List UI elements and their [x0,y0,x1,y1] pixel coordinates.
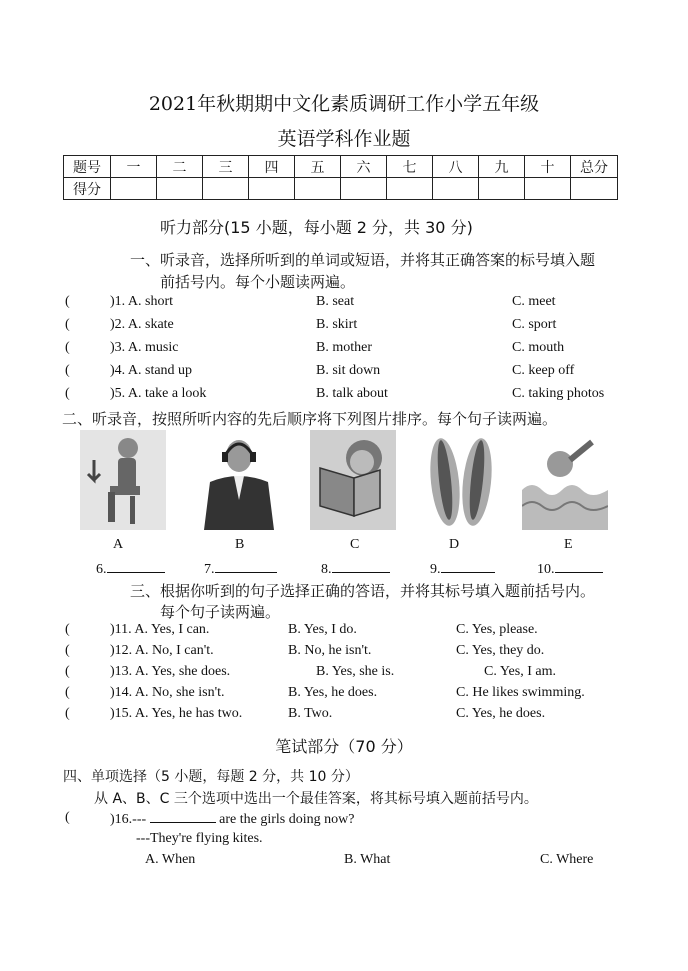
picture-label: D [449,537,460,552]
fill-in-blank[interactable] [150,810,216,823]
question-option-b: B. talk about [316,386,388,401]
picture-label: A [113,537,124,552]
hot-dog-icon [415,430,501,530]
question-16-suffix: are the girls doing now? [219,812,355,827]
question-option-c: C. Yes, please. [456,622,538,637]
question-option-b: B. Yes, I do. [288,622,357,637]
question-option-a: )4. A. stand up [110,363,193,378]
boy-swimming-icon [522,430,608,530]
score-cell: 八 [433,156,479,178]
order-blank[interactable] [204,560,277,578]
question-option-b: B. No, he isn't. [288,643,372,658]
question-option-a: )13. A. Yes, she does. [110,664,231,679]
girl-reading-icon [310,430,396,530]
score-cell: 题号 [64,156,111,178]
order-blank[interactable] [321,560,390,578]
score-cell: 一 [111,156,157,178]
blank-number: 7. [204,562,215,577]
question-option-a: )11. A. Yes, I can. [110,622,210,637]
question-option-a: )5. A. take a look [110,386,207,401]
answer-paren[interactable]: ( [65,810,70,825]
score-cell: 五 [295,156,341,178]
question-16 [110,810,354,828]
question-16-reply: ---They're flying kites. [136,831,263,846]
question-option-c: C. He likes swimming. [456,685,585,700]
answer-paren[interactable]: ( [65,363,70,378]
question-option-a: )3. A. music [110,340,179,355]
score-cell: 九 [479,156,525,178]
question-option-b: B. Yes, she is. [316,664,395,679]
question-option-c: C. taking photos [512,386,605,401]
score-input-cell[interactable] [341,178,387,200]
question-option-b: B. Two. [288,706,333,721]
man-with-headphones-icon [196,430,282,530]
score-table-score-row [64,178,618,200]
writing-heading: 笔试部分（70 分） [275,737,413,756]
part3-instruction-2: 每个句子读两遍。 [160,603,281,621]
question-option-c: C. Yes, he does. [456,706,546,721]
order-blank[interactable] [430,560,495,578]
score-table [63,155,618,200]
score-input-cell[interactable] [203,178,249,200]
part4-instruction: 从 A、B、C 三个选项中选出一个最佳答案，将其标号填入题前括号内。 [94,791,538,807]
question-option-b: B. mother [316,340,372,355]
question-option-a: )12. A. No, I can't. [110,643,214,658]
question-option-c: C. sport [512,317,557,332]
answer-paren[interactable]: ( [65,622,70,637]
answer-paren[interactable]: ( [65,685,70,700]
score-input-cell[interactable] [433,178,479,200]
score-cell: 总分 [571,156,618,178]
score-cell: 三 [203,156,249,178]
listening-heading: 听力部分(15 小题，每小题 2 分，共 30 分) [160,218,473,237]
score-table-header-row [64,156,618,178]
answer-paren[interactable]: ( [65,664,70,679]
score-cell: 二 [157,156,203,178]
question-option-b: B. What [344,852,391,867]
question-option-c: C. Yes, I am. [484,664,556,679]
score-row-label: 得分 [64,178,111,200]
blank-number: 9. [430,562,441,577]
question-option-b: B. sit down [316,363,381,378]
question-option-a: A. When [145,852,196,867]
answer-paren[interactable]: ( [65,386,70,401]
order-blank[interactable] [537,560,603,578]
question-option-b: B. seat [316,294,355,309]
answer-paren[interactable]: ( [65,643,70,658]
score-cell: 七 [387,156,433,178]
picture-label: E [564,537,573,552]
picture-label: C [350,537,360,552]
score-input-cell[interactable] [111,178,157,200]
picture-label: B [235,537,245,552]
question-option-a: )2. A. skate [110,317,174,332]
sitting-man-icon [80,430,166,530]
question-option-b: B. skirt [316,317,358,332]
question-option-c: C. keep off [512,363,575,378]
score-cell: 四 [249,156,295,178]
score-input-cell[interactable] [525,178,571,200]
part1-instruction: 一、听录音，选择所听到的单词或短语，并将其正确答案的标号填入题 [130,251,596,269]
score-input-cell[interactable] [387,178,433,200]
exam-subtitle: 英语学科作业题 [277,128,411,150]
score-input-cell[interactable] [571,178,618,200]
question-option-b: B. Yes, he does. [288,685,378,700]
question-option-a: )1. A. short [110,294,173,309]
score-cell: 十 [525,156,571,178]
order-blank[interactable] [96,560,165,578]
question-option-c: C. Yes, they do. [456,643,545,658]
part2-instruction: 二、听录音，按照所听内容的先后顺序将下列图片排序。每个句子读两遍。 [62,410,558,428]
answer-paren[interactable]: ( [65,340,70,355]
blank-number: 10. [537,562,555,577]
answer-paren[interactable]: ( [65,317,70,332]
question-option-c: C. mouth [512,340,565,355]
part4-title: 四、单项选择（5 小题，每题 2 分，共 10 分） [63,769,359,785]
answer-paren[interactable]: ( [65,706,70,721]
score-input-cell[interactable] [157,178,203,200]
exam-title: 2021年秋期期中文化素质调研工作小学五年级 [148,93,540,115]
question-option-c: C. Where [540,852,594,867]
question-option-c: C. meet [512,294,556,309]
blank-number: 8. [321,562,332,577]
question-option-a: )15. A. Yes, he has two. [110,706,243,721]
answer-paren[interactable]: ( [65,294,70,309]
question-option-a: )14. A. No, she isn't. [110,685,225,700]
score-input-cell[interactable] [479,178,525,200]
score-input-cell[interactable] [249,178,295,200]
question-16-prefix: )16.--- [110,812,147,827]
part1-instruction-2: 前括号内。每个小题读两遍。 [160,273,356,291]
blank-number: 6. [96,562,107,577]
part3-instruction: 三、根据你听到的句子选择正确的答语，并将其标号填入题前括号内。 [130,582,596,600]
score-input-cell[interactable] [295,178,341,200]
score-cell: 六 [341,156,387,178]
